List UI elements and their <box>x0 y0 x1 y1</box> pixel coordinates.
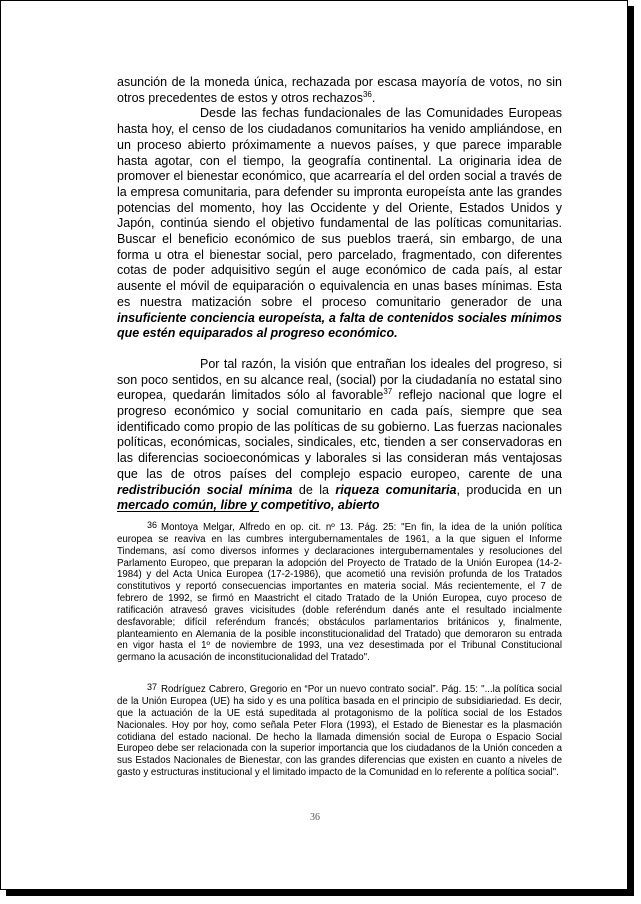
footnote-ref-37[interactable]: 37 <box>383 387 393 397</box>
footnote-36 <box>117 520 562 664</box>
footnote-number: 37 <box>147 682 158 693</box>
footnote-text: Montoya Melgar, Alfredo en op. cit. nº 13. Pág. 25: "En fin, la idea de la unión política europea se reaviva en las cumbres intergubernamentales de 1961, a la que siguen el Informe Tindemans, así como diversos informes y declaraciones intergubernamentales y resoluciones del Parlamento Europeo, que preparan la adopción del Proyecto de Tratado de la Unión Europea (14-2-1984) y del Acta Unica Europea (17-2-1986), que acometió una revisión profunda de los Tratados constitutivos y reportó consecuencias importantes en materia social. Más recientemente, el 7 de febrero de 1992, se firmó en Maastricht el citado Tratado de la Unión Europea, cuyo proceso de ratificación atravesó graves vicisitudes (doble referéndum danés ante el resultado incialmente desfavorable; difícil referéndum francés; obstáculos parlamentarios británicos y, finalmente, planteamiento en Alemania de la posible inconstitucionalidad del Tratado) que demoraron su entrada en vigor hasta el 1º de noviembre de 1993, una vez desestimada por el Tribunal Constitucional germano la acusación de inconstitucionalidad del Tratado". <box>117 522 562 664</box>
emphasis-text: riqueza comunitaria <box>335 482 457 497</box>
footnote-ref-36[interactable]: 36 <box>362 89 372 99</box>
paragraph-text: de la <box>292 482 336 497</box>
emphasis-text: insuficiente conciencia europeísta, a falta de contenidos sociales mínimos que estén equiparados al progreso económico. <box>117 310 562 341</box>
paragraph-text: Desde las fechas fundacionales de las Comunidades Europeas hasta hoy, el censo de los ciudadanos comunitarios ha venido ampliándose, en un proceso abierto próximamente a nuevos países, y que parece imparable hasta agotar, con el tiempo, la geografía continental. La originaria idea de promover el bienestar económico, que acarrearía el del orden social a través de la empresa comunitaria, para defender su impronta europeísta ante las grandes potencias del momento, hoy las Occidente y del Oriente, Estados Unidos y Japón, continúa siendo el objetivo fundamental de las políticas comunitarias. Buscar el beneficio económico de sus pueblos traerá, sin embargo, de una forma u otra el bienestar social, pero parcelado, fragmentado, con diferentes cotas de poder adquisitivo según el auge económico de cada país, al estar ausente el móvil de equiparación o equivalencia en unas bases mínimas. Esta es nuestra matización sobre el proceso comunitario generador de una <box>117 106 562 309</box>
footnote-text: Rodríguez Cabrero, Gregorio en “Por un nuevo contrato social”. Pág. 15: "...la política social de la Unión Europea (UE) ha sido y es una política basada en el principio de subsidiariedad. Es decir, que la actuación de la UE está supeditada al protagonismo de la política social de los Estados Nacionales. Hoy por hoy, como señala Peter Flora (1993), el Estado de Bienestar es la plasmación cotidiana del estado nacional. De hecho la llamada dimensión social de Europa o Espacio Social Europeo debe ser relacionada con la superior importancia que los ciudadanos de la Unión conceden a sus Estados Nacionales de Bienestar, con las grandes diferencias que existen en cuanto a niveles de gasto y estructuras institucional y el limitado impacto de la Comunidad en lo referente a política social". <box>117 684 562 779</box>
footnotes <box>117 520 562 779</box>
paragraph-text: . <box>371 90 376 105</box>
emphasis-text: redistribución social mínima <box>117 482 293 497</box>
page-shadow-bottom <box>6 890 634 896</box>
footnote-separator <box>117 511 259 512</box>
paragraph-text: reflejo nacional que logre el progreso económico y social comunitario en cada país, siempre que sea identificado como propio de las políticas de su gobierno. Las fuerzas nacionales políticas, económicas, sociales, sindicales, etc, tienden a ser conservadoras en las diferencias socioeconómicas y laborales si las consideran más ventajosas que las de otros países del complejo espacio europeo, carente de una <box>117 388 562 481</box>
paragraph-progress <box>117 357 562 514</box>
emphasis-text: mercado común, libre y competitivo, abierto <box>117 498 380 513</box>
paragraph-text: asunción de la moneda única, rechazada por escasa mayoría de votos, no sin otros precedentes de estos y otros rechazos <box>117 75 562 105</box>
footnote-37 <box>117 682 562 779</box>
page-number: 36 <box>310 812 320 823</box>
paragraph-text: , producida en un <box>456 482 562 497</box>
paragraph-continuation <box>117 75 562 106</box>
footnote-number: 36 <box>147 520 158 530</box>
paragraph-text: Por tal razón, la visión que entrañan los ideales del progreso, si son poco sentidos, en su alcance real, (social) por la ciudadanía no estatal sino europea, quedarán limitados sólo al favorable <box>117 356 562 403</box>
body-text <box>117 75 562 514</box>
paragraph-communities <box>117 106 562 342</box>
page-shadow-right <box>628 6 634 896</box>
